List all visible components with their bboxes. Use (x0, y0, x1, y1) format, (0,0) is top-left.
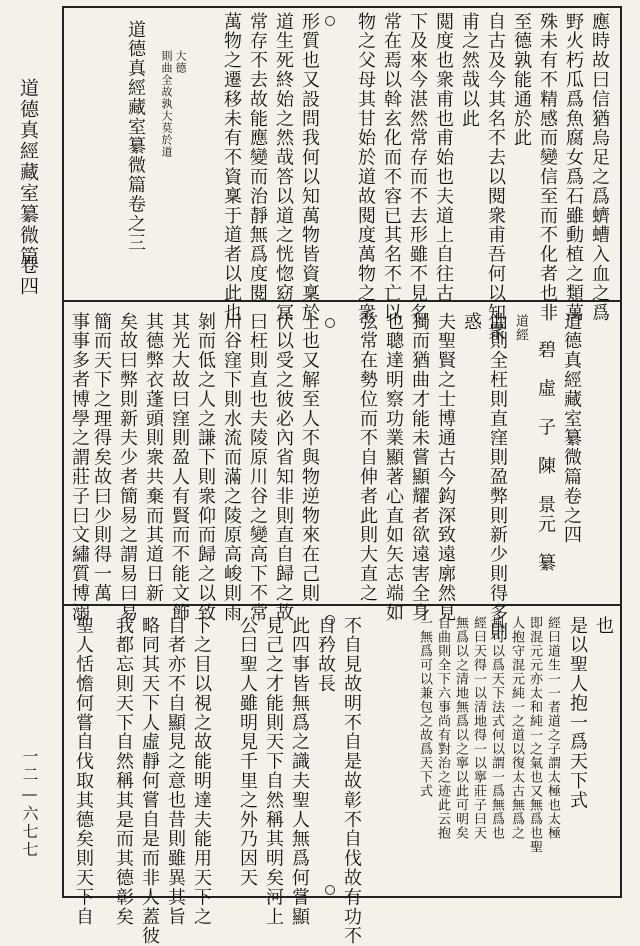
text-column: 剝而低之人之謙下則衆仰而歸之以致 (195, 312, 216, 623)
text-column: 矣故曰弊則新夫少者簡易之謂易曰易 (117, 312, 138, 623)
text-column: 士也又解至人不與物逆物來在己則 (299, 312, 320, 603)
side-book-title: 道德真經藏室纂微篇 (17, 78, 39, 267)
small-note: 則曲全故孰大莫於道 (160, 50, 173, 158)
text-column: 常存不去故能應變而治靜無爲度閱 (247, 12, 268, 303)
text-column: 自古及今其名不去以閱衆甫吾何以知衆 (485, 12, 506, 342)
side-juan-label: 卷四 (17, 255, 39, 297)
text-column: 惑 (461, 312, 482, 332)
text-column: 我都忘則天下自然稱其是而其德彰矣 (113, 616, 134, 927)
text-column: 見己之才能則天下自然稱其明矣河上 (263, 616, 284, 927)
side-page-number: 一二—六七七 (20, 748, 39, 859)
text-column: 川谷窪下則水流而滿之陵原高峻則雨 (221, 312, 242, 623)
text-column: 是以聖人抱一爲天下式 (567, 616, 588, 810)
text-column: 此四事皆無爲之識夫聖人無爲何嘗顯 (289, 616, 310, 927)
text-column: 獨而猶曲才能未嘗顯耀者欲遠害全身 (409, 312, 430, 623)
text-column: 其光大故曰窪則盈人有賢而不能文飾 (169, 312, 190, 623)
text-column: 自矜故長 (315, 616, 336, 694)
text-column: 聖人恬憺何嘗自伐取其德矣則天下自 (73, 616, 94, 927)
text-column: 公曰聖人雖明見千里之外乃因天 (237, 616, 258, 888)
text-column: 弦常在勢位而不自伸者此則大直之 (357, 312, 378, 603)
text-column: 甫之然哉以此 (459, 12, 480, 129)
text-column: 經曰道生一一者道之子謂太極也太極 (545, 616, 560, 840)
bullet-mark (325, 885, 335, 895)
closing-title: 道德真經藏室纂微篇卷之三 (125, 20, 146, 253)
text-column: 至德孰能通於此 (511, 12, 532, 148)
text-column: 曰枉則直也夫陵原川谷之變高下不常 (247, 312, 268, 623)
text-column: 殊未有不精感而變信至而不化者也非 (537, 12, 558, 323)
text-column: 簡而天下之理得矣故曰少則得一萬 (91, 312, 112, 603)
text-column: 經曰天得一以清地得一以寧莊子曰天 (471, 616, 486, 840)
text-column: 下及來今湛然常存而不去形雖不見名 (407, 12, 428, 323)
text-column: 事事多者博學之謂莊子曰文繡質博溺 (69, 312, 90, 623)
small-note: 大德 (174, 50, 187, 74)
text-column: 不自見故明不自是故彰不自伐故有功不 (341, 616, 362, 946)
text-column: 形質也又設問我何以知萬物皆資稟於 (299, 12, 320, 323)
text-column: 物之父母其甘始於道故閱度萬物之衆 (355, 12, 376, 323)
text-column: 應時故曰信猶烏足之爲蠐螬入血之爲 (589, 12, 610, 323)
text-column: 夫聖賢之士博通古今鈎深致遠廓然見 (435, 312, 456, 623)
text-column: 其德弊衣蓬頭則衆共棄而其道日新 (143, 312, 164, 603)
chapter-label: 道經 (513, 314, 528, 342)
text-column: 伏以受之彼必內省知非則直自歸之故 (273, 312, 294, 623)
author-line: 碧 虛 子 陳 景元 纂 (535, 340, 556, 573)
text-column: 野火朽瓜爲魚腐女爲石雖動植之類萬 (563, 12, 584, 323)
header-title: 道德真經藏室纂微篇卷之四 (561, 312, 582, 545)
text-column: 曲則全枉則直窪則盈弊則新少則得多則 (487, 312, 508, 642)
text-column: 自曲則全下六事尚有對治之迹此云抱 (435, 616, 450, 840)
bullet-mark (325, 318, 335, 328)
text-column: 下之目以視之故能明達夫能用天下之 (191, 616, 212, 927)
text-column: 常在焉以斡玄化而不容已其名不亡以 (381, 12, 402, 323)
text-column: 無爲以之清地無爲以之寧以此可明矣 (453, 616, 468, 840)
text-column: 人抱守混元純一之道以復太古無爲之 (509, 616, 524, 840)
text-column: 略同其天下人虛靜何嘗自是而非人蓋彼 (139, 616, 160, 946)
text-column: 一無爲可以兼包之故爲天下式 (417, 616, 432, 798)
text-column: 目者亦不自顯見之意也昔則雖異其旨 (165, 616, 186, 927)
text-column: 閲度也衆甫也甫始也夫道上自往古 (433, 12, 454, 303)
text-column: 即混元元亦太和純一之氣也又無爲也聖 (527, 616, 542, 854)
text-column: 也聰達明察功業顯著心直如矢志端如 (383, 312, 404, 623)
text-column: 也 (593, 616, 614, 636)
text-column: 萬物之遷移未有不資稟于道者以此也 (221, 12, 242, 323)
bullet-mark (325, 16, 335, 26)
divider-bottom (62, 604, 622, 606)
text-column: 道生死終始之然哉答以道之恍惚窈冥 (273, 12, 294, 323)
text-column: 風可以爲天下法式何以謂一爲無爲也 (489, 616, 504, 840)
